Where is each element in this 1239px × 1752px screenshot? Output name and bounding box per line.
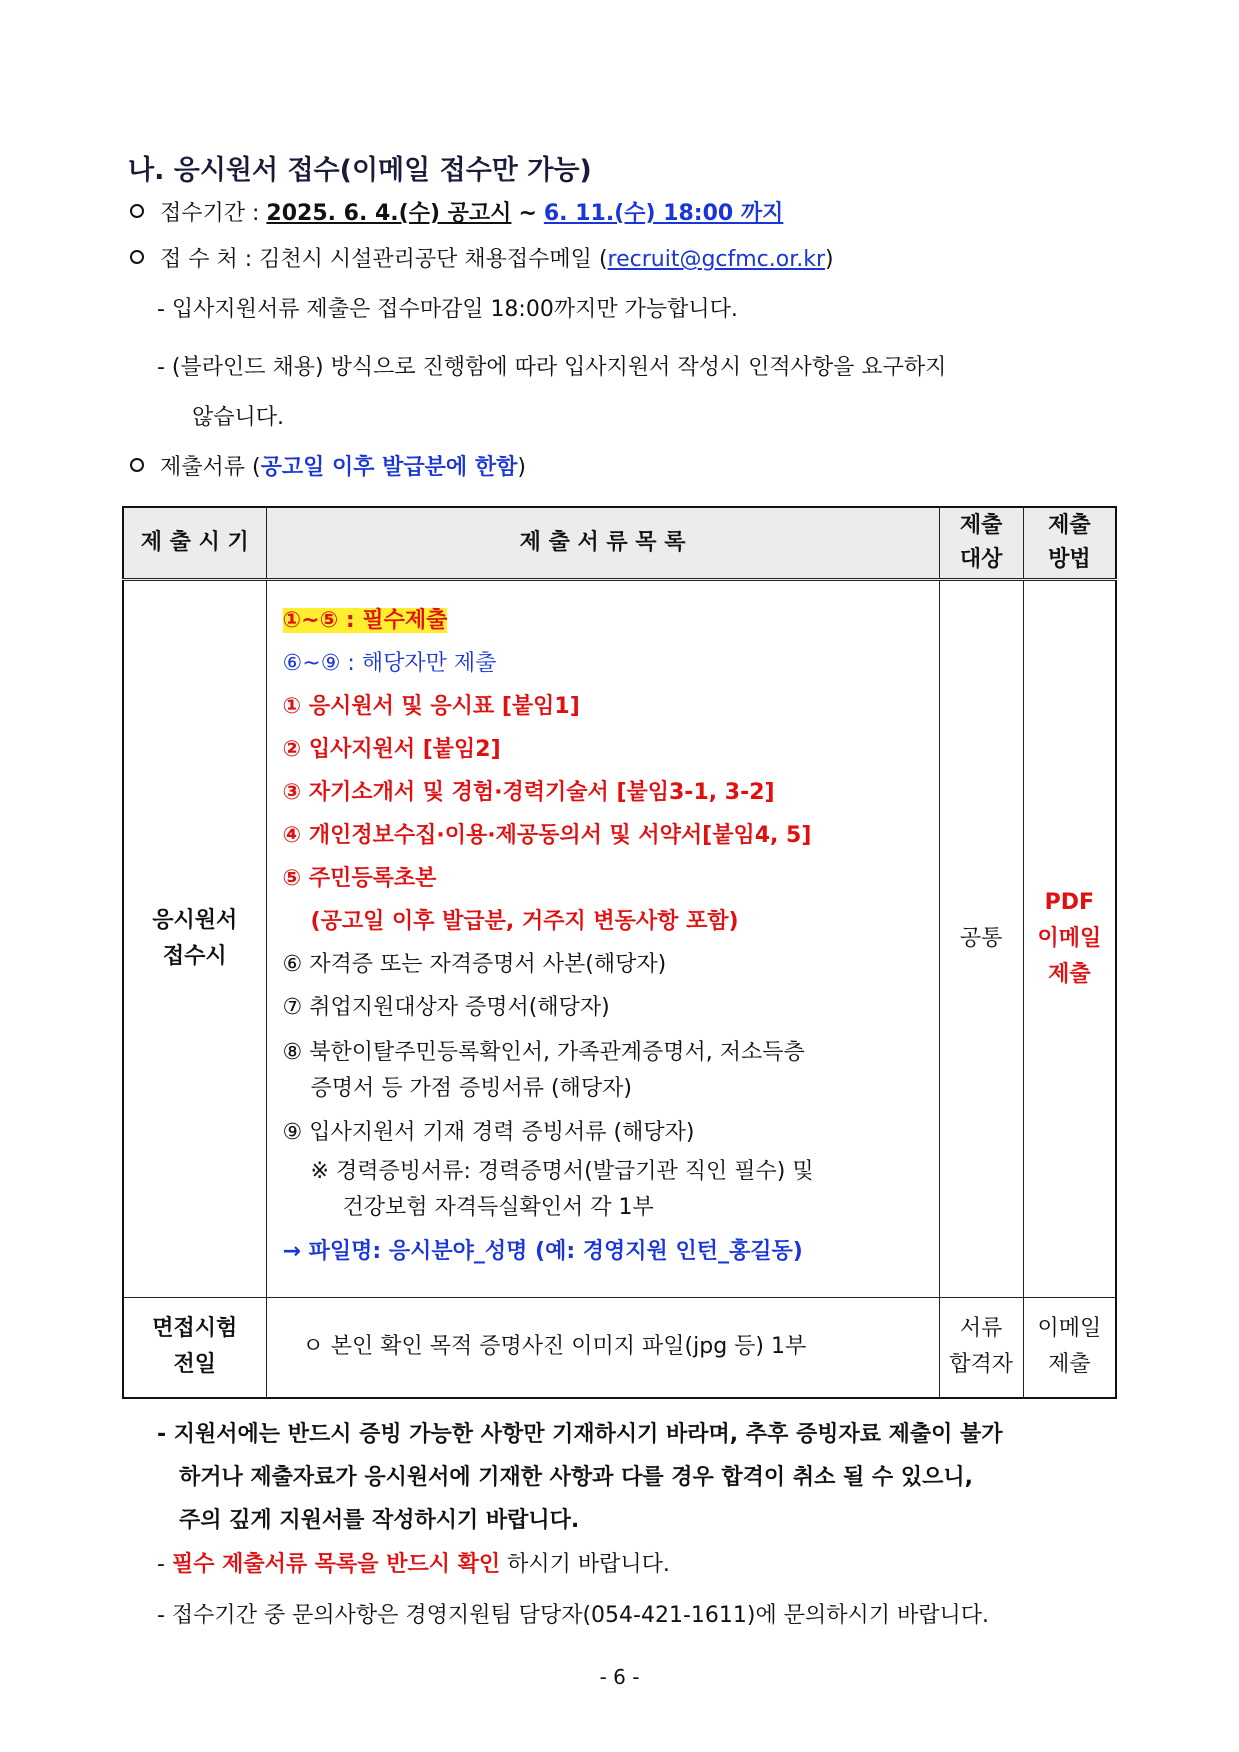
bullet-circle-icon [130, 458, 144, 472]
documents-table [122, 506, 1117, 1399]
list-item: → 파일명: 응시분야_성명 (예: 경영지원 인턴_홍길동) [282, 1239, 803, 1264]
list-item: ⑧ 북한이탈주민등록확인서, 가족관계증명서, 저소득층 [282, 1040, 805, 1065]
row2-method: 이메일 제출 [1023, 1298, 1116, 1398]
list-item: ① 응시원서 및 응시표 [붙임1] [282, 694, 580, 719]
header-target: 제출 대상 [939, 507, 1023, 580]
footer-check-red: 필수 제출서류 목록을 반드시 확인 [171, 1552, 501, 1577]
receiver-email-link[interactable]: recruit@gcfmc.or.kr [607, 247, 826, 272]
row2-doc: ㅇ 본인 확인 목적 증명사진 이미지 파일(jpg 등) 1부 [266, 1298, 939, 1398]
list-item: ※ 경력증빙서류: 경력증명서(발급기관 직인 필수) 및 [310, 1159, 814, 1184]
period-line [130, 196, 783, 227]
period-label: 접수기간 : [160, 201, 260, 226]
table-row [123, 1298, 1116, 1398]
header-documents: 제 출 서 류 목 록 [266, 507, 939, 580]
docs-title-label: 제출서류 ( [160, 455, 261, 480]
list-item: ⑦ 취업지원대상자 증명서(해당자) [282, 995, 610, 1020]
list-item: (공고일 이후 발급분, 거주지 변동사항 포함) [310, 909, 739, 934]
receiver-open: ( [598, 247, 608, 272]
header-timing: 제 출 시 기 [123, 507, 266, 580]
header-method: 제출 방법 [1023, 507, 1116, 580]
bullet-circle-icon [130, 204, 144, 218]
footer-warning: - 지원서에는 반드시 증빙 가능한 사항만 기재하시기 바라며, 추후 증빙자료 제출이 불가 하거나 제출자료가 응시원서에 기재한 사항과 다를 경우 합격이 취소 될 수 있으니, 주의 깊게 지원서를 작성하시기 바랍니다. [157, 1422, 1003, 1533]
note-blind-2: 않습니다. [192, 405, 285, 430]
docs-title-line [130, 450, 526, 481]
row1-timing: 응시원서 접수시 [123, 580, 266, 1298]
period-tilde: ~ [518, 201, 537, 226]
row1-target: 공통 [939, 580, 1023, 1298]
footer-contact: - 접수기간 중 문의사항은 경영지원팀 담당자(054-421-1611)에 문의하시기 바랍니다. [157, 1603, 989, 1628]
note-deadline: - 입사지원서류 제출은 접수마감일 18:00까지만 가능합니다. [157, 297, 738, 322]
list-item: ④ 개인정보수집·이용·제공동의서 및 서약서[붙임4, 5] [282, 823, 812, 848]
row2-timing: 면접시험 전일 [123, 1298, 266, 1398]
docs-title-close: ) [517, 455, 526, 480]
receiver-close: ) [825, 247, 834, 272]
table-row [123, 580, 1116, 1298]
bullet-circle-icon [130, 250, 144, 264]
period-end: 6. 11.(수) 18:00 까지 [543, 201, 784, 226]
list-item: ⑤ 주민등록초본 [282, 866, 437, 891]
list-item: ⑥ 자격증 또는 자격증명서 사본(해당자) [282, 952, 667, 977]
list-item: ⑨ 입사지원서 기재 경력 증빙서류 (해당자) [282, 1120, 695, 1145]
receiver-label: 접 수 처 : [160, 247, 253, 272]
list-item: 증명서 등 가점 증빙서류 (해당자) [310, 1076, 632, 1101]
list-item: ③ 자기소개서 및 경험·경력기술서 [붙임3-1, 3-2] [282, 780, 775, 805]
row2-target: 서류 합격자 [939, 1298, 1023, 1398]
receiver-line [130, 242, 834, 273]
page-number: - 6 - [599, 1665, 640, 1689]
row1-doc-list [266, 580, 939, 1298]
section-heading: 나. 응시원서 접수(이메일 접수만 가능) [128, 155, 592, 186]
period-start: 2025. 6. 4.(수) 공고시 [266, 201, 512, 226]
required-label: ①~⑤ : 필수제출 [282, 608, 448, 633]
row1-method: PDF 이메일 제출 [1023, 580, 1116, 1298]
note-blind-1: - (블라인드 채용) 방식으로 진행함에 따라 입사지원서 작성시 인적사항을 요구하지 [157, 355, 947, 380]
footer-check: - 필수 제출서류 목록을 반드시 확인 하시기 바랍니다. [157, 1552, 670, 1577]
table-header-row [123, 507, 1116, 580]
list-item: ② 입사지원서 [붙임2] [282, 737, 501, 762]
receiver-name: 김천시 시설관리공단 채용접수메일 [259, 247, 592, 272]
docs-title-emph: 공고일 이후 발급분에 한함 [260, 455, 518, 480]
list-item: 건강보험 자격득실확인서 각 1부 [342, 1195, 654, 1220]
optional-label: ⑥~⑨ : 해당자만 제출 [282, 651, 497, 676]
